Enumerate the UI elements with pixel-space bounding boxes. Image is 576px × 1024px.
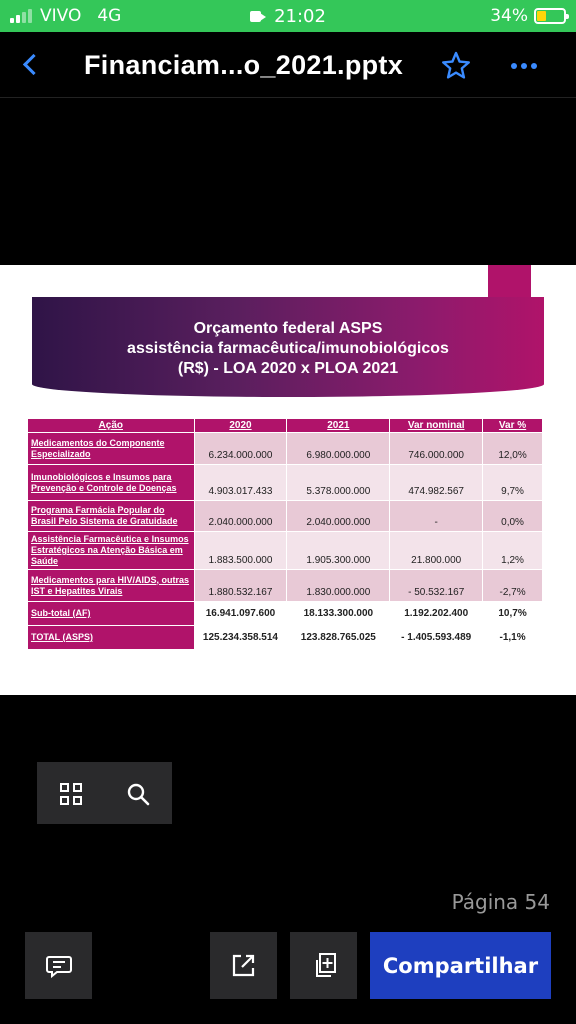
search-icon	[126, 782, 150, 806]
open-external-icon	[210, 932, 277, 999]
star-icon[interactable]	[440, 50, 472, 82]
open-external-button[interactable]	[210, 932, 277, 999]
slide-title	[32, 319, 544, 379]
column-header-2021: 2021	[287, 419, 390, 433]
battery-icon	[534, 8, 566, 24]
total-var-percent: -1,1%	[483, 626, 543, 650]
battery-percent: 34%	[490, 6, 528, 26]
slide-preview[interactable]	[0, 265, 576, 695]
clock: 21:02	[274, 6, 326, 27]
grid-view-button[interactable]	[37, 762, 104, 824]
value-2021: 2.040.000.000	[287, 501, 390, 532]
subtotal-2020: 16.941.097.600	[194, 602, 287, 626]
value-2021: 6.980.000.000	[287, 433, 390, 465]
camera-recording-icon	[250, 11, 266, 22]
nav-bar	[0, 32, 576, 98]
grid-icon	[60, 783, 82, 805]
carrier-label: VIVO	[40, 6, 82, 26]
total-var-nominal: - 1.405.593.489	[390, 626, 483, 650]
value-var-percent: 12,0%	[483, 433, 543, 465]
table-row	[28, 570, 543, 602]
value-2020: 4.903.017.433	[194, 465, 287, 501]
status-right	[490, 6, 566, 26]
value-2020: 2.040.000.000	[194, 501, 287, 532]
value-var-percent: 1,2%	[483, 532, 543, 570]
document-title: Financiam...o_2021.pptx	[84, 50, 404, 80]
value-var-percent: -2,7%	[483, 570, 543, 602]
network-label: 4G	[97, 6, 122, 26]
value-var-percent: 0,0%	[483, 501, 543, 532]
slide-title-line-3: (R$) - LOA 2020 x PLOA 2021	[177, 360, 399, 377]
add-copy-icon	[290, 932, 357, 999]
value-2020: 1.883.500.000	[194, 532, 287, 570]
value-2021: 5.378.000.000	[287, 465, 390, 501]
value-var-percent: 9,7%	[483, 465, 543, 501]
column-header-var-percent: Var %	[483, 419, 543, 433]
value-2020: 1.880.532.167	[194, 570, 287, 602]
more-options-icon[interactable]	[508, 50, 540, 82]
comment-icon	[25, 932, 92, 999]
value-var-nominal: 746.000.000	[390, 433, 483, 465]
column-header-var-nominal: Var nominal	[390, 419, 483, 433]
value-2021: 1.905.300.000	[287, 532, 390, 570]
subtotal-var-nominal: 1.192.202.400	[390, 602, 483, 626]
table-row	[28, 532, 543, 570]
row-label: Programa Farmácia Popular do Brasil Pelo Sistema de Gratuidade	[28, 501, 195, 532]
subtotal-var-percent: 10,7%	[483, 602, 543, 626]
value-var-nominal: -	[390, 501, 483, 532]
table-row	[28, 433, 543, 465]
duplicate-button[interactable]	[290, 932, 357, 999]
search-button[interactable]	[104, 762, 171, 824]
value-var-nominal: 21.800.000	[390, 532, 483, 570]
total-row	[28, 626, 543, 650]
column-header-acao: Ação	[28, 419, 195, 433]
view-tools	[37, 762, 172, 824]
comment-button[interactable]	[25, 932, 92, 999]
status-bar	[0, 0, 576, 32]
row-label: Imunobiológicos e Insumos para Prevenção e Controle de Doenças	[28, 465, 195, 501]
row-label: Medicamentos para HIV/AIDS, outras IST e Hepatites Virais	[28, 570, 195, 602]
table-row	[28, 465, 543, 501]
slide-title-line-2: assistência farmacêutica/imunobiológicos	[127, 340, 449, 357]
column-header-2020: 2020	[194, 419, 287, 433]
value-2020: 6.234.000.000	[194, 433, 287, 465]
subtotal-row	[28, 602, 543, 626]
total-label: TOTAL (ASPS)	[28, 626, 195, 650]
slide-title-banner	[32, 297, 544, 397]
budget-table	[27, 418, 543, 650]
value-var-nominal: 474.982.567	[390, 465, 483, 501]
table-header-row	[28, 419, 543, 433]
share-button[interactable]: Compartilhar	[370, 932, 551, 999]
battery-fill	[537, 11, 546, 21]
row-label: Medicamentos do Componente Especializado	[28, 433, 195, 465]
subtotal-label: Sub-total (AF)	[28, 602, 195, 626]
table-row	[28, 501, 543, 532]
value-var-nominal: - 50.532.167	[390, 570, 483, 602]
subtotal-2021: 18.133.300.000	[287, 602, 390, 626]
total-2020: 125.234.358.514	[194, 626, 287, 650]
back-chevron-icon[interactable]	[20, 52, 44, 78]
value-2021: 1.830.000.000	[287, 570, 390, 602]
total-2021: 123.828.765.025	[287, 626, 390, 650]
row-label: Assistência Farmacêutica e Insumos Estratégicos na Atenção Básica em Saúde	[28, 532, 195, 570]
slide-title-line-1: Orçamento federal ASPS	[193, 320, 383, 337]
page-indicator: Página 54	[451, 890, 550, 914]
